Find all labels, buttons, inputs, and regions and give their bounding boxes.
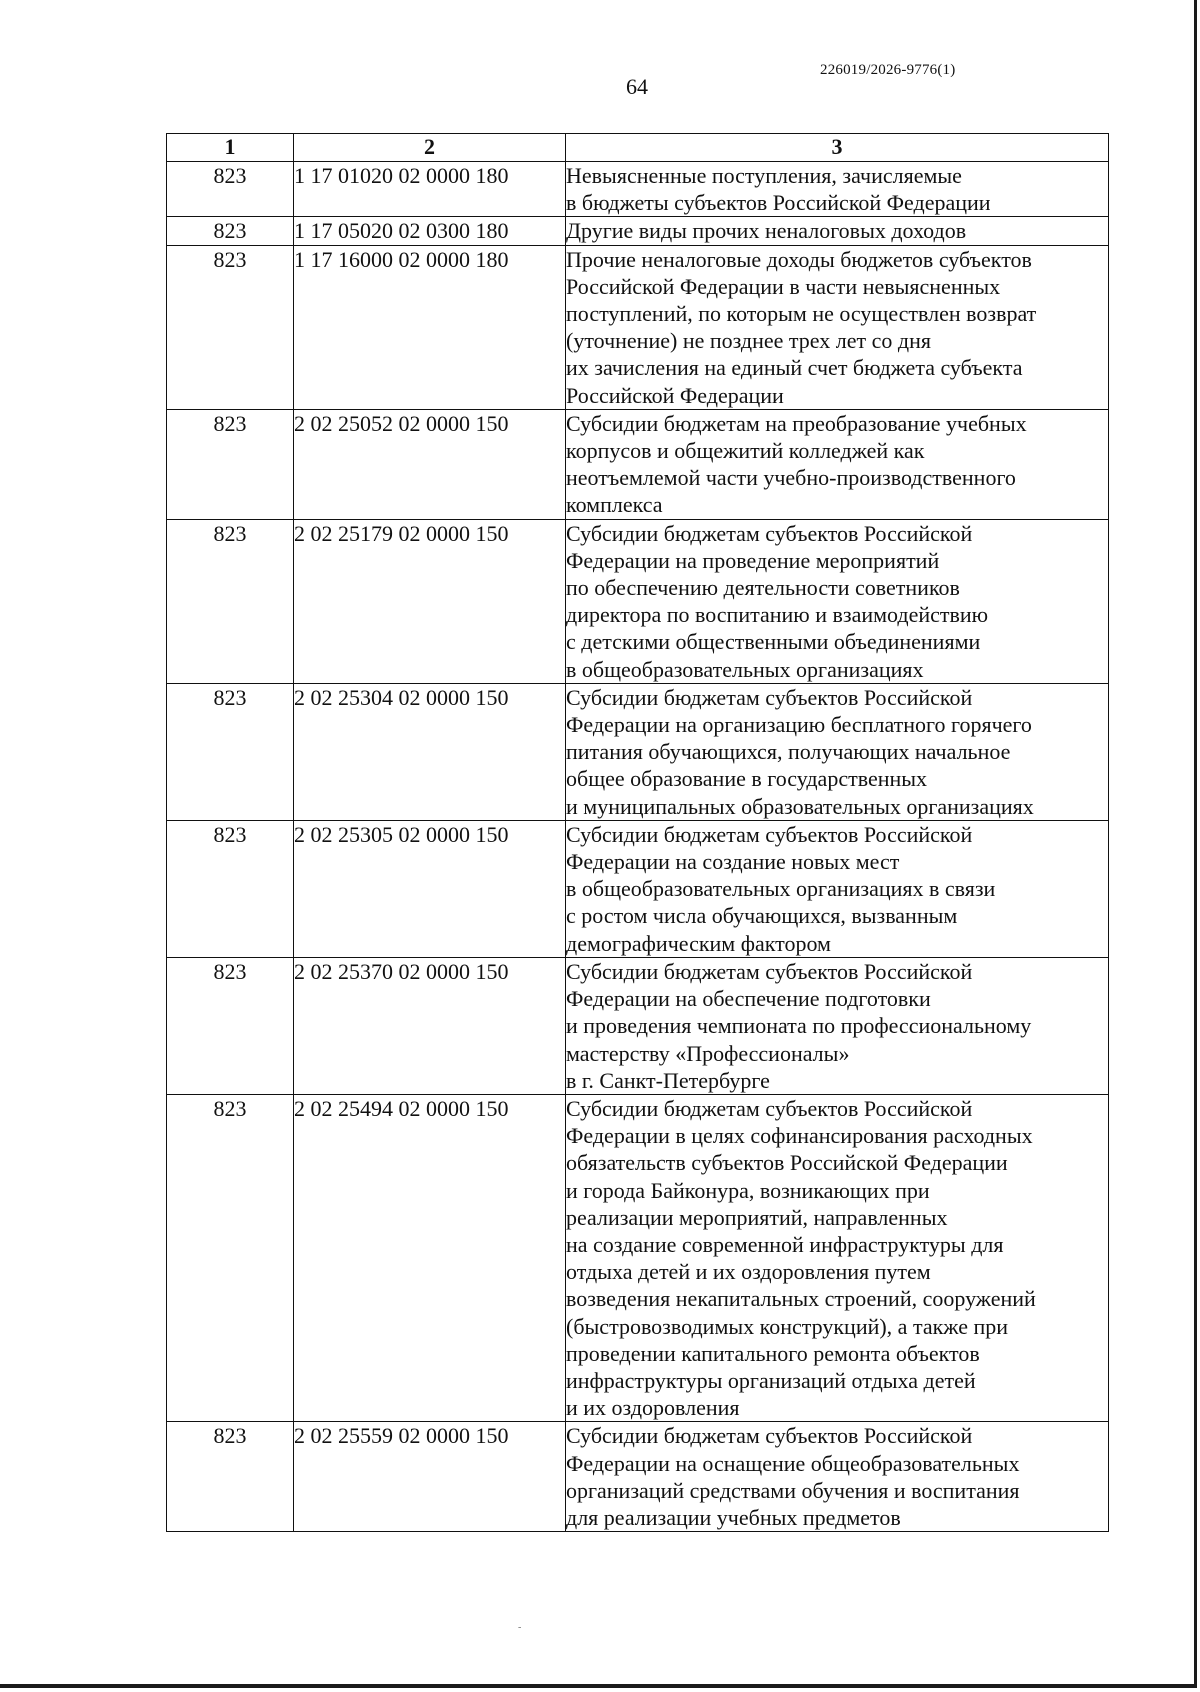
budget-classification-code-cell: 2 02 25052 02 0000 150: [294, 409, 566, 519]
admin-code-cell: 823: [167, 683, 294, 820]
revenue-codes-table: [166, 133, 1109, 1532]
revenue-name-cell: [566, 245, 1109, 409]
revenue-name-line: Субсидии бюджетам на преобразование учебных: [566, 410, 1027, 436]
revenue-name-line: Прочие неналоговые доходы бюджетов субъектов: [566, 246, 1032, 272]
table-row: [167, 409, 1109, 519]
revenue-name-line: Федерации на обеспечение подготовки: [566, 986, 931, 1012]
admin-code-cell: 823: [167, 217, 294, 245]
revenue-name-line: директора по воспитанию и взаимодействию: [566, 602, 989, 628]
admin-code-cell: 823: [167, 519, 294, 683]
budget-classification-code-cell: 2 02 25494 02 0000 150: [294, 1094, 566, 1421]
admin-code-cell: 823: [167, 409, 294, 519]
revenue-name-line: возведения некапитальных строений, сооружений: [566, 1286, 1036, 1312]
admin-code-cell: 823: [167, 1422, 294, 1532]
admin-code-cell: 823: [167, 245, 294, 409]
admin-code-cell: 823: [167, 162, 294, 217]
revenue-name-cell: [566, 162, 1109, 217]
revenue-name-line: Российской Федерации в части невыясненных: [566, 273, 1001, 299]
revenue-name-cell: [566, 683, 1109, 820]
revenue-name-line: организаций средствами обучения и воспитания: [566, 1477, 1020, 1503]
admin-code-cell: 823: [167, 1094, 294, 1421]
admin-code-cell: 823: [167, 820, 294, 957]
revenue-name-line: их зачисления на единый счет бюджета субъекта: [566, 355, 1023, 381]
revenue-name-cell: [566, 820, 1109, 957]
revenue-name-line: для реализации учебных предметов: [566, 1504, 901, 1530]
revenue-name-line: по обеспечению деятельности советников: [566, 575, 960, 601]
revenue-name-line: обязательств субъектов Российской Федерации: [566, 1150, 1008, 1176]
budget-classification-code-cell: 2 02 25370 02 0000 150: [294, 957, 566, 1094]
revenue-name-line: реализации мероприятий, направленных: [566, 1204, 948, 1230]
revenue-name-line: Федерации на оснащение общеобразовательных: [566, 1450, 1020, 1476]
column-header-3: 3: [566, 134, 1109, 162]
revenue-name-line: Субсидии бюджетам субъектов Российской: [566, 821, 973, 847]
revenue-name-line: Федерации на создание новых мест: [566, 849, 900, 875]
budget-classification-code-cell: 1 17 05020 02 0300 180: [294, 217, 566, 245]
revenue-name-line: Субсидии бюджетам субъектов Российской: [566, 1423, 973, 1449]
revenue-name-line: и проведения чемпионата по профессиональному: [566, 1013, 1032, 1039]
revenue-name-line: в г. Санкт-Петербурге: [566, 1067, 770, 1093]
budget-classification-code-cell: 2 02 25304 02 0000 150: [294, 683, 566, 820]
revenue-name-line: Федерации на организацию бесплатного горячего: [566, 712, 1032, 738]
revenue-name-line: Федерации в целях софинансирования расходных: [566, 1123, 1033, 1149]
revenue-name-line: питания обучающихся, получающих начальное: [566, 739, 1011, 765]
table-row: [167, 957, 1109, 1094]
revenue-name-cell: [566, 1094, 1109, 1421]
revenue-name-line: в общеобразовательных организациях: [566, 656, 924, 682]
revenue-name-line: мастерству «Профессионалы»: [566, 1040, 850, 1066]
page-number: 64: [626, 74, 648, 99]
revenue-name-line: проведении капитального ремонта объектов: [566, 1340, 980, 1366]
revenue-name-line: и города Байконура, возникающих при: [566, 1177, 930, 1203]
table-row: [167, 1094, 1109, 1421]
revenue-name-line: Российской Федерации: [566, 382, 784, 408]
revenue-name-line: Субсидии бюджетам субъектов Российской: [566, 520, 973, 546]
revenue-name-line: Субсидии бюджетам субъектов Российской: [566, 958, 973, 984]
revenue-name-line: (уточнение) не позднее трех лет со дня: [566, 328, 931, 354]
revenue-name-cell: [566, 519, 1109, 683]
admin-code-cell: 823: [167, 957, 294, 1094]
revenue-name-line: Другие виды прочих неналоговых доходов: [566, 218, 967, 244]
budget-classification-code-cell: 1 17 16000 02 0000 180: [294, 245, 566, 409]
revenue-name-line: (быстровозводимых конструкций), а также при: [566, 1313, 1009, 1339]
revenue-name-cell: [566, 217, 1109, 245]
revenue-name-line: Федерации на проведение мероприятий: [566, 547, 940, 573]
revenue-name-line: инфраструктуры организаций отдыха детей: [566, 1367, 976, 1393]
revenue-name-line: и их оздоровления: [566, 1395, 740, 1421]
revenue-name-line: Субсидии бюджетам субъектов Российской: [566, 1095, 973, 1121]
column-header-1: 1: [167, 134, 294, 162]
revenue-name-line: и муниципальных образовательных организациях: [566, 793, 1034, 819]
table-row: [167, 162, 1109, 217]
table-header-row: [167, 134, 1109, 162]
budget-classification-code-cell: 2 02 25179 02 0000 150: [294, 519, 566, 683]
revenue-name-line: на создание современной инфраструктуры для: [566, 1231, 1004, 1257]
budget-classification-code-cell: 2 02 25559 02 0000 150: [294, 1422, 566, 1532]
column-header-2: 2: [294, 134, 566, 162]
revenue-name-line: корпусов и общежитий колледжей как: [566, 438, 925, 464]
revenue-name-line: общее образование в государственных: [566, 766, 928, 792]
revenue-name-line: отдыха детей и их оздоровления путем: [566, 1259, 931, 1285]
revenue-name-line: в общеобразовательных организациях в связи: [566, 876, 996, 902]
table-row: [167, 683, 1109, 820]
revenue-name-cell: [566, 409, 1109, 519]
revenue-name-line: неотъемлемой части учебно-производственного: [566, 465, 1016, 491]
revenue-name-line: с детскими общественными объединениями: [566, 629, 981, 655]
document-number: 226019/2026-9776(1): [820, 62, 956, 78]
table-row: [167, 245, 1109, 409]
revenue-name-line: поступлений, по которым не осуществлен возврат: [566, 301, 1037, 327]
table-row: [167, 217, 1109, 245]
budget-classification-code-cell: 1 17 01020 02 0000 180: [294, 162, 566, 217]
revenue-name-line: в бюджеты субъектов Российской Федерации: [566, 190, 991, 216]
table-row: [167, 820, 1109, 957]
table-row: [167, 519, 1109, 683]
revenue-name-line: Субсидии бюджетам субъектов Российской: [566, 684, 973, 710]
table-row: [167, 1422, 1109, 1532]
revenue-name-cell: [566, 1422, 1109, 1532]
footer-mark: -: [518, 1622, 522, 1633]
revenue-name-line: с ростом числа обучающихся, вызванным: [566, 903, 958, 929]
revenue-name-line: демографическим фактором: [566, 930, 831, 956]
budget-classification-code-cell: 2 02 25305 02 0000 150: [294, 820, 566, 957]
table-body: [167, 162, 1109, 1532]
revenue-name-line: Невыясненные поступления, зачисляемые: [566, 163, 962, 188]
revenue-name-cell: [566, 957, 1109, 1094]
revenue-name-line: комплекса: [566, 492, 663, 518]
